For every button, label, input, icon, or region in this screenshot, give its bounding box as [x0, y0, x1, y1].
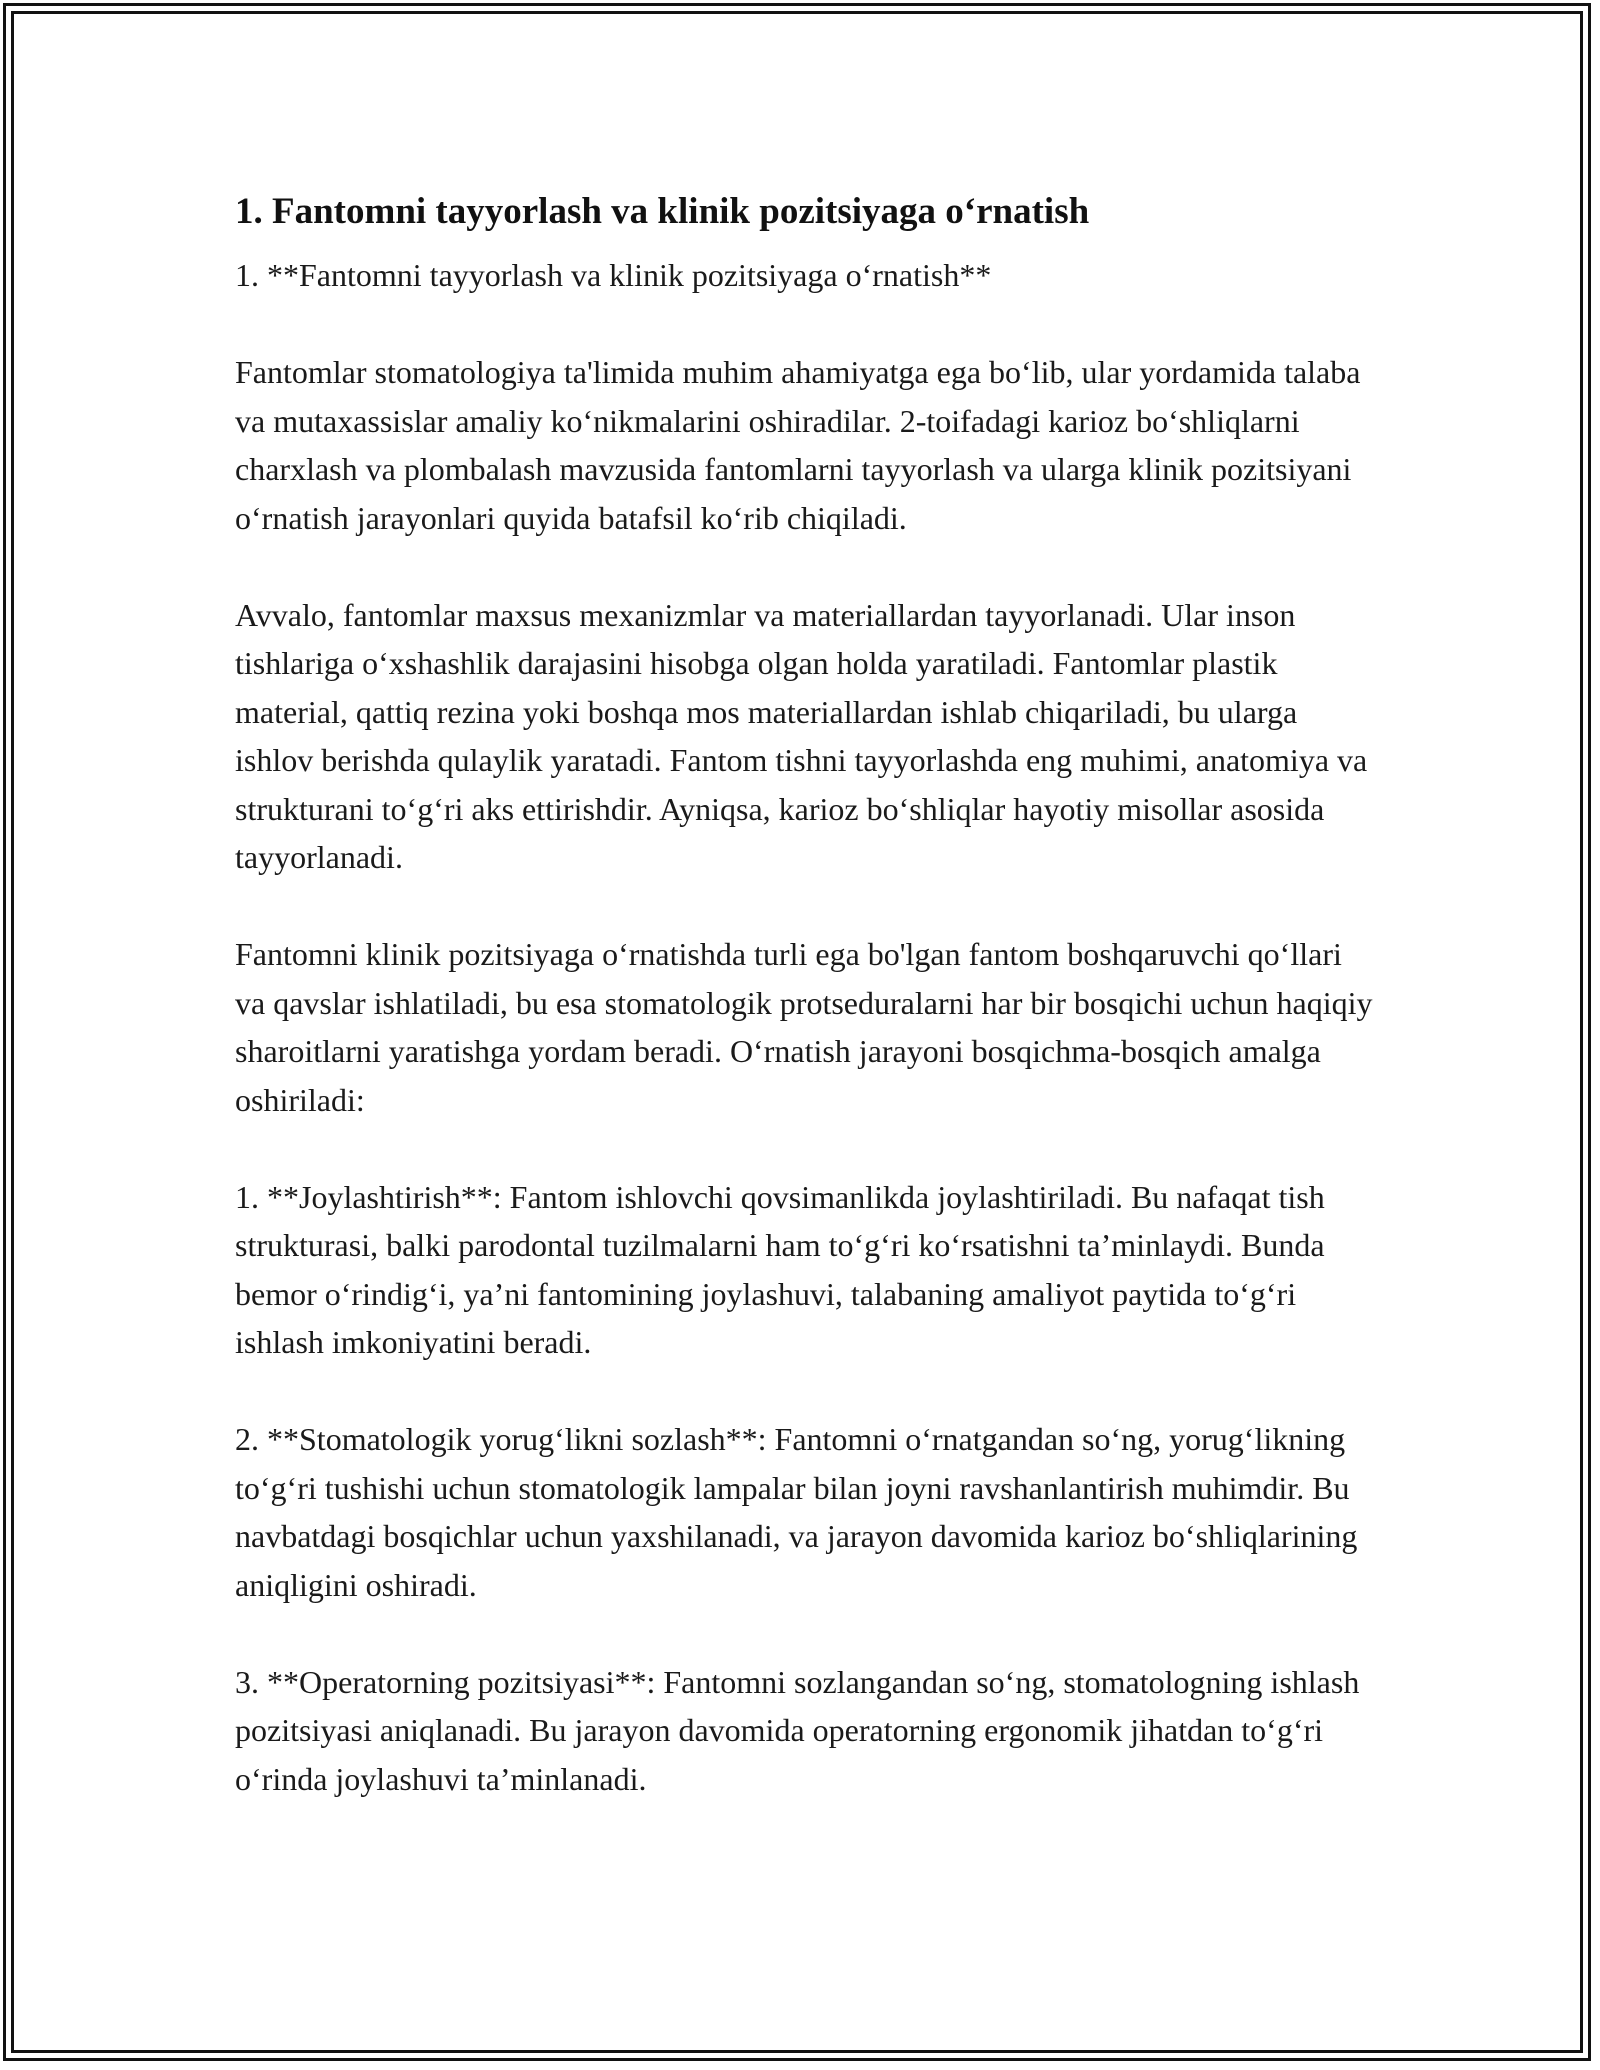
document-title: 1. Fantomni tayyorlash va klinik pozitsiyaga o‘rnatish	[235, 191, 1090, 232]
step-2-paragraph: 2. **Stomatologik yorug‘likni sozlash**: Fantomni o‘rnatgandan so‘ng, yorug‘likning to‘g‘ri tushishi uchun stomatologik lampalar bilan joyni ravshanlantirish muhimdir. Bu navbatdagi bosqichlar uchun yaxshilanadi, va jarayon davomida karioz bo‘shliqlarining aniqligini oshiradi.	[235, 1421, 1358, 1603]
positioning-paragraph: Fantomni klinik pozitsiyaga o‘rnatishda turli ega bo'lgan fantom boshqaruvchi qo‘llari va qavslar ishlatiladi, bu esa stomatologik protseduralarni har bir bosqichi uchun haqiqiy sharoitlarni yaratishga yordam beradi. O‘rnatish jarayoni bosqichma-bosqich amalga oshiriladi:	[235, 936, 1373, 1118]
subheading-paragraph: 1. **Fantomni tayyorlash va klinik pozitsiyaga o‘rnatish**	[235, 257, 992, 293]
document-body	[235, 185, 1375, 1803]
step-3-paragraph: 3. **Operatorning pozitsiyasi**: Fantomni sozlangandan so‘ng, stomatologning ishlash pozitsiyasi aniqlanadi. Bu jarayon davomida operatorning ergonomik jihatdan to‘g‘ri o‘rinda joylashuvi ta’minlanadi.	[235, 1663, 1360, 1797]
intro-paragraph: Fantomlar stomatologiya ta'limida muhim ahamiyatga ega bo‘lib, ular yordamida talaba va mutaxassislar amaliy ko‘nikmalarini oshiradilar. 2-toifadagi karioz bo‘shliqlarni charxlash va plombalash mavzusida fantomlarni tayyorlash va ularga klinik pozitsiyani o‘rnatish jarayonlari quyida batafsil ko‘rib chiqiladi.	[235, 354, 1361, 536]
preparation-paragraph: Avvalo, fantomlar maxsus mexanizmlar va materiallardan tayyorlanadi. Ular inson tishlariga o‘xshashlik darajasini hisobga olgan holda yaratiladi. Fantomlar plastik material, qattiq rezina yoki boshqa mos materiallardan ishlab chiqariladi, bu ularga ishlov berishda qulaylik yaratadi. Fantom tishni tayyorlashda eng muhimi, anatomiya va strukturani to‘g‘ri aks ettirishdir. Ayniqsa, karioz bo‘shliqlar hayotiy misollar asosida tayyorlanadi.	[235, 596, 1368, 875]
step-1-paragraph: 1. **Joylashtirish**: Fantom ishlovchi qovsimanlikda joylashtiriladi. Bu nafaqat tish strukturasi, balki parodontal tuzilmalarni ham to‘g‘ri ko‘rsatishni ta’minlaydi. Bunda bemor o‘rindig‘i, ya’ni fantomining joylashuvi, talabaning amaliyot paytida to‘g‘ri ishlash imkoniyatini beradi.	[235, 1178, 1325, 1360]
